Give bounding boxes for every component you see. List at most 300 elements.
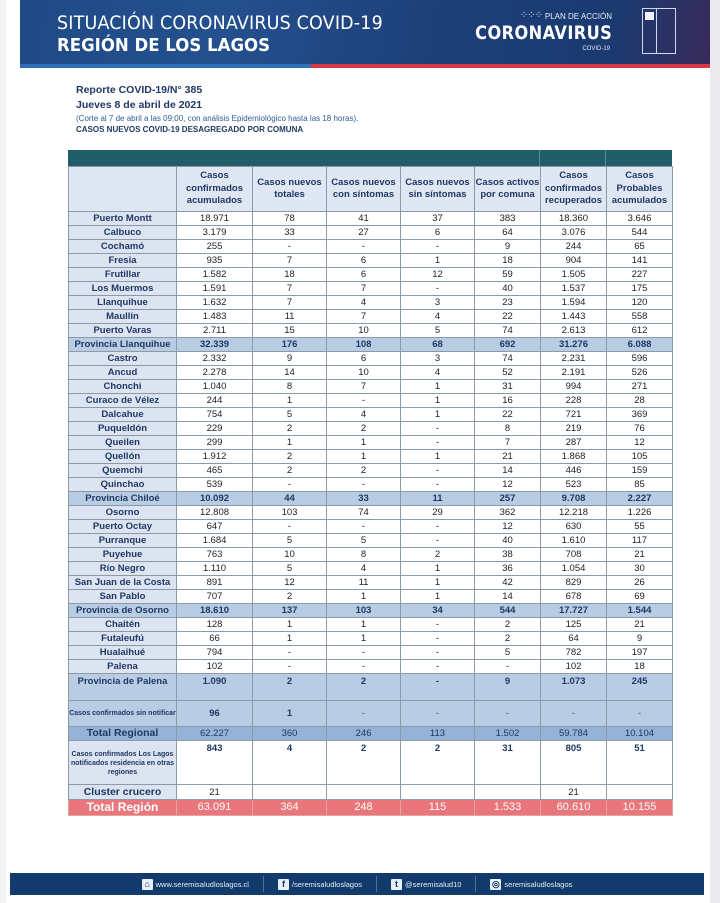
- table-row: [69, 478, 673, 492]
- cell-value: 2: [253, 590, 327, 604]
- virus-dots-icon: ⁘⁘⁘: [519, 10, 542, 21]
- cell-value: 12: [253, 576, 327, 590]
- cell-value: 12.218: [541, 506, 607, 520]
- cell-value: 994: [541, 380, 607, 394]
- cell-value: 7: [253, 254, 327, 268]
- cell-value: 1: [401, 254, 475, 268]
- table-row: [69, 562, 673, 576]
- cell-value: 6: [327, 268, 401, 282]
- cell-value: 18.360: [541, 212, 607, 226]
- row-label: Provincia de Palena: [69, 674, 177, 701]
- cell-value: 96: [177, 701, 253, 727]
- cell-value: 34: [401, 604, 475, 618]
- cell-value: 59: [475, 268, 541, 282]
- cell-value: 3.076: [541, 226, 607, 240]
- cell-value: 6: [401, 226, 475, 240]
- cell-value: 40: [475, 282, 541, 296]
- cell-value: 30: [607, 562, 673, 576]
- cell-value: 245: [607, 674, 673, 701]
- cell-value: 5: [253, 562, 327, 576]
- cell-value: 176: [253, 338, 327, 352]
- row-label: Frutillar: [69, 268, 177, 282]
- col-confirmados: Casos confirmados acumulados: [177, 167, 253, 212]
- cell-value: 1.505: [541, 268, 607, 282]
- row-label: Río Negro: [69, 562, 177, 576]
- cell-value: 10: [253, 548, 327, 562]
- cell-value: 51: [607, 741, 673, 785]
- cell-value: 22: [475, 408, 541, 422]
- row-label: San Juan de la Costa: [69, 576, 177, 590]
- cell-value: 14: [253, 366, 327, 380]
- row-label: Provincia de Osorno: [69, 604, 177, 618]
- cell-value: 244: [177, 394, 253, 408]
- other-row: [69, 741, 673, 785]
- cell-value: 362: [475, 506, 541, 520]
- cell-value: 1.537: [541, 282, 607, 296]
- table-row: [69, 422, 673, 436]
- cell-value: 558: [607, 310, 673, 324]
- row-label: Osorno: [69, 506, 177, 520]
- cell-value: -: [541, 701, 607, 727]
- cell-value: 1: [401, 450, 475, 464]
- cell-value: 612: [607, 324, 673, 338]
- cell-value: 1.912: [177, 450, 253, 464]
- cell-value: 5: [253, 408, 327, 422]
- row-label: Puqueldón: [69, 422, 177, 436]
- cell-value: -: [401, 534, 475, 548]
- col-activos: Casos activos por comuna: [475, 167, 541, 212]
- cell-value: 128: [177, 618, 253, 632]
- cell-value: -: [401, 478, 475, 492]
- cell-value: 52: [475, 366, 541, 380]
- cell-value: 22: [475, 310, 541, 324]
- cell-value: -: [327, 394, 401, 408]
- table-row: [69, 660, 673, 674]
- cell-value: 11: [253, 310, 327, 324]
- cell-value: 7: [327, 310, 401, 324]
- cell-value: 120: [607, 296, 673, 310]
- cell-value: 526: [607, 366, 673, 380]
- cell-value: -: [401, 464, 475, 478]
- cell-value: [607, 785, 673, 800]
- table-header-row: [69, 167, 673, 212]
- cell-value: 64: [475, 226, 541, 240]
- cell-value: 4: [401, 366, 475, 380]
- cell-value: 3.179: [177, 226, 253, 240]
- cell-value: 2.227: [607, 492, 673, 506]
- cell-value: 2: [401, 741, 475, 785]
- cell-value: 1.868: [541, 450, 607, 464]
- cell-value: 5: [253, 534, 327, 548]
- cell-value: 1.582: [177, 268, 253, 282]
- footer-instagram[interactable]: [476, 876, 586, 892]
- cell-value: 1.533: [475, 800, 541, 816]
- cell-value: 36: [475, 562, 541, 576]
- coronavirus-logo: [474, 10, 630, 58]
- cell-value: 1.073: [541, 674, 607, 701]
- cell-value: 40: [475, 534, 541, 548]
- footer-twitter[interactable]: [377, 876, 476, 892]
- cell-value: 1.591: [177, 282, 253, 296]
- cell-value: 2: [327, 674, 401, 701]
- header-region: REGIÓN DE LOS LAGOS: [57, 35, 271, 56]
- row-label: Hualaihué: [69, 646, 177, 660]
- cell-value: 465: [177, 464, 253, 478]
- cell-value: 2.613: [541, 324, 607, 338]
- row-label: Purranque: [69, 534, 177, 548]
- cell-value: 257: [475, 492, 541, 506]
- cell-value: -: [253, 240, 327, 254]
- cell-value: 596: [607, 352, 673, 366]
- cell-value: 102: [541, 660, 607, 674]
- cell-value: 4: [253, 741, 327, 785]
- cell-value: 1.483: [177, 310, 253, 324]
- cell-value: 74: [475, 324, 541, 338]
- cluster-row: [69, 785, 673, 800]
- cell-value: 1.610: [541, 534, 607, 548]
- col-sin-sintomas: Casos nuevos sin síntomas: [401, 167, 475, 212]
- cell-value: 1.544: [607, 604, 673, 618]
- facebook-icon: f: [278, 879, 289, 890]
- footer-twitter-label: @seremisalud10: [405, 879, 462, 889]
- table-row: [69, 618, 673, 632]
- cell-value: 1: [327, 632, 401, 646]
- cell-value: 21: [607, 618, 673, 632]
- table-row: [69, 212, 673, 226]
- cell-value: 10.155: [607, 800, 673, 816]
- cell-value: 1.040: [177, 380, 253, 394]
- cell-value: 7: [327, 380, 401, 394]
- row-label: Ancud: [69, 366, 177, 380]
- footer-web[interactable]: [128, 876, 264, 892]
- cell-value: 246: [327, 727, 401, 741]
- cell-value: 18.971: [177, 212, 253, 226]
- cell-value: -: [401, 701, 475, 727]
- cell-value: 31.276: [541, 338, 607, 352]
- cell-value: 44: [253, 492, 327, 506]
- cell-value: 7: [327, 282, 401, 296]
- cell-value: 383: [475, 212, 541, 226]
- row-label: Queilen: [69, 436, 177, 450]
- cell-value: 2: [327, 741, 401, 785]
- cell-value: 1.110: [177, 562, 253, 576]
- row-label: Puerto Montt: [69, 212, 177, 226]
- cell-value: 3: [401, 296, 475, 310]
- cell-value: 287: [541, 436, 607, 450]
- cell-value: 364: [253, 800, 327, 816]
- cell-value: 21: [541, 785, 607, 800]
- row-label: Puerto Octay: [69, 520, 177, 534]
- row-label: Provincia Chiloé: [69, 492, 177, 506]
- row-label: Provincia Llanquihue: [69, 338, 177, 352]
- cell-value: 544: [607, 226, 673, 240]
- cell-value: 244: [541, 240, 607, 254]
- cell-value: 74: [327, 506, 401, 520]
- cell-value: 2: [253, 464, 327, 478]
- report-page: [6, 0, 710, 903]
- table-row: [69, 282, 673, 296]
- col-nuevos-totales: Casos nuevos totales: [253, 167, 327, 212]
- cell-value: -: [327, 660, 401, 674]
- cell-value: 159: [607, 464, 673, 478]
- cell-value: 5: [475, 646, 541, 660]
- row-label: Quellón: [69, 450, 177, 464]
- cell-value: -: [253, 478, 327, 492]
- cell-value: 108: [327, 338, 401, 352]
- cell-value: 7: [253, 296, 327, 310]
- cell-value: -: [401, 422, 475, 436]
- cell-value: 4: [327, 408, 401, 422]
- twitter-icon: t: [391, 879, 402, 890]
- cell-value: 1: [401, 562, 475, 576]
- row-label: Total Región: [69, 800, 177, 816]
- cell-value: 65: [607, 240, 673, 254]
- table-row: [69, 520, 673, 534]
- cell-value: 1: [401, 576, 475, 590]
- table-row: [69, 464, 673, 478]
- cell-value: 1: [253, 701, 327, 727]
- cell-value: 105: [607, 450, 673, 464]
- cell-value: 68: [401, 338, 475, 352]
- cell-value: -: [475, 660, 541, 674]
- table-row: [69, 268, 673, 282]
- cell-value: -: [401, 660, 475, 674]
- table-row: [69, 534, 673, 548]
- cell-value: 255: [177, 240, 253, 254]
- header-blank: [69, 167, 177, 212]
- cell-value: -: [327, 240, 401, 254]
- cell-value: 21: [177, 785, 253, 800]
- cell-value: 31: [475, 741, 541, 785]
- report-subtitle: CASOS NUEVOS COVID-19 DESAGREGADO POR COMUNA: [76, 125, 304, 134]
- cell-value: -: [327, 478, 401, 492]
- cell-value: 1: [327, 590, 401, 604]
- row-label: Palena: [69, 660, 177, 674]
- row-label: Casos confirmados Los Lagos notificados residencia en otras regiones: [69, 741, 177, 785]
- report-info: [76, 83, 358, 135]
- cell-value: 1: [327, 450, 401, 464]
- report-date: Jueves 8 de abril de 2021: [76, 99, 203, 111]
- cell-value: 10: [327, 366, 401, 380]
- cell-value: 2.231: [541, 352, 607, 366]
- cell-value: 2: [327, 464, 401, 478]
- cell-value: 1.632: [177, 296, 253, 310]
- footer-facebook[interactable]: [264, 876, 377, 892]
- cell-value: 18: [475, 254, 541, 268]
- cell-value: 708: [541, 548, 607, 562]
- table-row: [69, 548, 673, 562]
- cell-value: 843: [177, 741, 253, 785]
- cell-value: -: [253, 660, 327, 674]
- cell-value: 74: [475, 352, 541, 366]
- cell-value: 12: [401, 268, 475, 282]
- cell-value: -: [253, 520, 327, 534]
- table-row: [69, 408, 673, 422]
- cell-value: 10.092: [177, 492, 253, 506]
- cell-value: 891: [177, 576, 253, 590]
- row-label: Quemchi: [69, 464, 177, 478]
- cell-value: 2: [327, 422, 401, 436]
- cell-value: 904: [541, 254, 607, 268]
- cell-value: 228: [541, 394, 607, 408]
- cell-value: -: [253, 646, 327, 660]
- cell-value: 31: [475, 380, 541, 394]
- cell-value: 1.502: [475, 727, 541, 741]
- cell-value: -: [607, 701, 673, 727]
- cell-value: 69: [607, 590, 673, 604]
- logo-plan-text: PLAN DE ACCIÓN: [544, 12, 612, 21]
- row-label: Los Muermos: [69, 282, 177, 296]
- row-label: San Pablo: [69, 590, 177, 604]
- cell-value: 3: [401, 352, 475, 366]
- cell-value: 229: [177, 422, 253, 436]
- cell-value: 14: [475, 464, 541, 478]
- cell-value: -: [401, 618, 475, 632]
- row-label: Llanquihue: [69, 296, 177, 310]
- cell-value: [475, 785, 541, 800]
- cell-value: 1: [401, 408, 475, 422]
- cell-value: 1: [401, 394, 475, 408]
- blue-stripe: [20, 64, 311, 68]
- cell-value: 9: [253, 352, 327, 366]
- table-row: [69, 632, 673, 646]
- cell-value: 17.727: [541, 604, 607, 618]
- cell-value: 360: [253, 727, 327, 741]
- cell-value: 8: [327, 548, 401, 562]
- col-probables: Casos Probables acumulados: [607, 167, 673, 212]
- cell-value: 2: [475, 618, 541, 632]
- row-label: Futaleufú: [69, 632, 177, 646]
- cell-value: 76: [607, 422, 673, 436]
- table-row: [69, 240, 673, 254]
- province-subtotal-row: [69, 338, 673, 352]
- table-row: [69, 324, 673, 338]
- cell-value: 26: [607, 576, 673, 590]
- cell-value: 33: [253, 226, 327, 240]
- instagram-icon: ◎: [491, 878, 500, 889]
- cell-value: 12.808: [177, 506, 253, 520]
- cell-value: 630: [541, 520, 607, 534]
- cell-value: 1.594: [541, 296, 607, 310]
- row-label: Cochamó: [69, 240, 177, 254]
- cell-value: 11: [327, 576, 401, 590]
- cell-value: 62.227: [177, 727, 253, 741]
- cell-value: 85: [607, 478, 673, 492]
- government-logo-icon: [642, 8, 676, 54]
- cell-value: -: [401, 282, 475, 296]
- cell-value: 197: [607, 646, 673, 660]
- cell-value: -: [401, 520, 475, 534]
- row-label: Chonchi: [69, 380, 177, 394]
- cell-value: 141: [607, 254, 673, 268]
- cell-value: 18: [253, 268, 327, 282]
- cell-value: 2: [475, 632, 541, 646]
- cell-value: 8: [253, 380, 327, 394]
- cell-value: 1.443: [541, 310, 607, 324]
- row-label: Puyehue: [69, 548, 177, 562]
- cell-value: -: [401, 632, 475, 646]
- cell-value: 10.104: [607, 727, 673, 741]
- table-row: [69, 450, 673, 464]
- nonotif-row: [69, 701, 673, 727]
- cell-value: 3.646: [607, 212, 673, 226]
- cell-value: 539: [177, 478, 253, 492]
- cell-value: 763: [177, 548, 253, 562]
- row-label: Cluster crucero: [69, 785, 177, 800]
- cell-value: -: [475, 701, 541, 727]
- row-label: Dalcahue: [69, 408, 177, 422]
- cell-value: 2.191: [541, 366, 607, 380]
- cell-value: 248: [327, 800, 401, 816]
- cell-value: 29: [401, 506, 475, 520]
- cell-value: 33: [327, 492, 401, 506]
- cell-value: 18: [607, 660, 673, 674]
- cell-value: 523: [541, 478, 607, 492]
- cell-value: 707: [177, 590, 253, 604]
- cell-value: 1: [401, 380, 475, 394]
- cell-value: 115: [401, 800, 475, 816]
- cell-value: 446: [541, 464, 607, 478]
- table-row: [69, 296, 673, 310]
- cell-value: 175: [607, 282, 673, 296]
- footer-facebook-label: /seremisaludloslagos: [291, 879, 363, 889]
- cell-value: 9: [475, 674, 541, 701]
- footer-web-label: www.seremisaludloslagos.cl: [155, 879, 249, 889]
- cell-value: 16: [475, 394, 541, 408]
- cell-value: 103: [253, 506, 327, 520]
- cell-value: 23: [475, 296, 541, 310]
- cell-value: 678: [541, 590, 607, 604]
- cell-value: 12: [475, 478, 541, 492]
- cell-value: 1: [327, 436, 401, 450]
- cell-value: -: [401, 436, 475, 450]
- row-label: Puerto Varas: [69, 324, 177, 338]
- cell-value: 2: [401, 548, 475, 562]
- province-subtotal-row: [69, 492, 673, 506]
- cell-value: 5: [327, 534, 401, 548]
- cell-value: 4: [327, 296, 401, 310]
- cell-value: 10: [327, 324, 401, 338]
- row-label: Maullín: [69, 310, 177, 324]
- cell-value: 2: [253, 674, 327, 701]
- cases-table: [68, 150, 672, 816]
- cell-value: 2: [253, 422, 327, 436]
- total-row: [69, 800, 673, 816]
- cell-value: 38: [475, 548, 541, 562]
- cell-value: 12: [607, 436, 673, 450]
- cell-value: 935: [177, 254, 253, 268]
- web-icon: ⌂: [142, 879, 153, 890]
- cell-value: 271: [607, 380, 673, 394]
- cell-value: 299: [177, 436, 253, 450]
- cell-value: 63.091: [177, 800, 253, 816]
- cell-value: 794: [177, 646, 253, 660]
- page-edge: [710, 0, 720, 903]
- cell-value: 9: [607, 632, 673, 646]
- table-row: [69, 352, 673, 366]
- cell-value: 55: [607, 520, 673, 534]
- cell-value: 6.088: [607, 338, 673, 352]
- cell-value: -: [401, 240, 475, 254]
- cell-value: 1: [401, 590, 475, 604]
- cell-value: 692: [475, 338, 541, 352]
- cell-value: 21: [607, 548, 673, 562]
- cell-value: 78: [253, 212, 327, 226]
- cell-value: 14: [475, 590, 541, 604]
- cell-value: [253, 785, 327, 800]
- cell-value: 5: [401, 324, 475, 338]
- row-label: Fresia: [69, 254, 177, 268]
